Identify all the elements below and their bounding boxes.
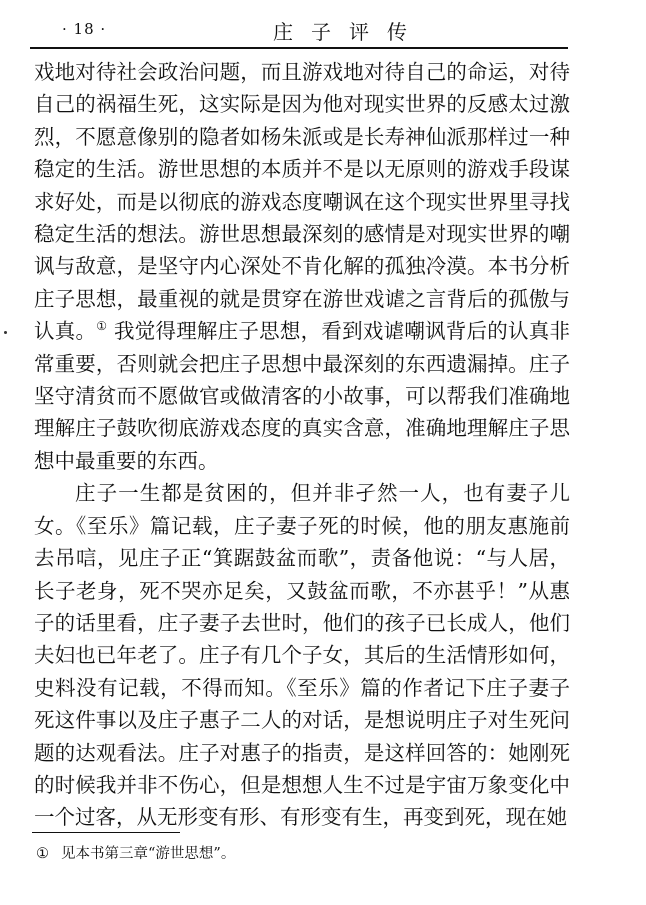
footnote-reference: ① (96, 319, 108, 334)
footnote (36, 844, 566, 864)
footnote-rule (32, 832, 180, 833)
running-title: 庄子评传 (273, 20, 425, 44)
footnote-text: 见本书第三章“游世思想”。 (61, 846, 236, 862)
footnote-mark: ① (36, 846, 49, 862)
paragraph-1-text: 戏地对待社会政治问题，而且游戏地对待自己的命运，对待自己的祸福生死，这实际是因为他对现实世界的反感太过激烈，不愿意像别的隐者如杨朱派或是长寿神仙派那样过一种稳定的生活。游世思想的本质并不是以无原则的游戏手段谋求好处，而是以彻底的游戏态度嘲讽在这个现实世界里寻找稳定生活的想法。游世思想最深刻的感情是对现实世界的嘲讽与敌意，是坚守内心深处不肯化解的孤独冷漠。本书分析庄子思想，最重视的就是贯穿在游世戏谑之言背后的孤傲与认真。 (34, 60, 570, 344)
header-rule (30, 47, 568, 49)
page-number: · 18 · (62, 20, 107, 38)
body-text (34, 56, 570, 834)
paragraph-1-tail: 我觉得理解庄子思想，看到戏谑嘲讽背后的认真非常重要，否则就会把庄子思想中最深刻的东西遗漏掉。庄子坚守清贫而不愿做官或做清客的小故事，可以帮我们准确地理解庄子鼓吹彻底游戏态度的真实含意，准确地理解庄子思想中最重要的东西。 (34, 319, 570, 473)
paragraph-1 (34, 56, 570, 477)
margin-speck (4, 331, 7, 334)
paragraph-2: 庄子一生都是贫困的，但并非孑然一人，也有妻子儿女。《至乐》篇记载，庄子妻子死的时候，他的朋友惠施前去吊唁，见庄子正“箕踞鼓盆而歌”，责备他说：“与人居，长子老身，死不哭亦足矣，又鼓盆而歌，不亦甚乎！”从惠子的话里看，庄子妻子去世时，他们的孩子已长成人，他们夫妇也已年老了。庄子有几个子女，其后的生活情形如何，史料没有记载，不得而知。《至乐》篇的作者记下庄子妻子死这件事以及庄子惠子二人的对话，是想说明庄子对生死问题的达观看法。庄子对惠子的指责，是这样回答的：她刚死的时候我并非不伤心，但是想想人生不过是宇宙万象变化中一个过客，从无形变有形、有形变有生，再变到死，现在她 (34, 481, 570, 830)
page-header (30, 14, 570, 44)
